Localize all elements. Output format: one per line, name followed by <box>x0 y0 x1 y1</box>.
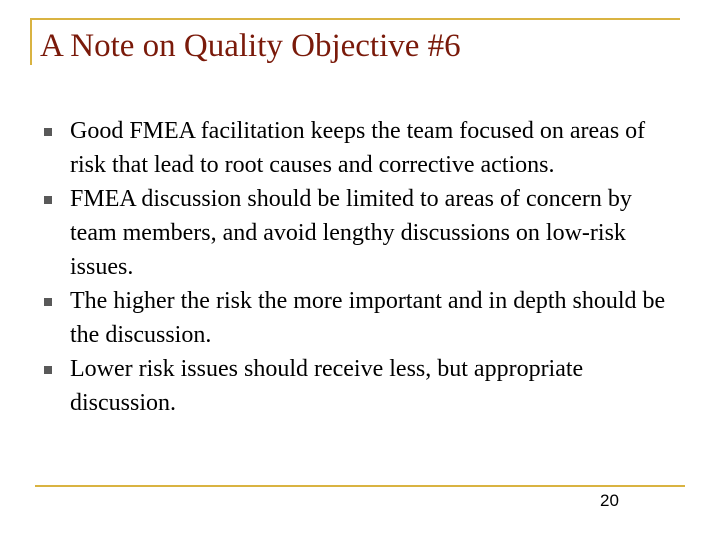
bullet-text: FMEA discussion should be limited to areas of concern by team members, and avoid lengthy discussions on low-risk issues. <box>70 186 632 280</box>
bullet-item <box>44 114 684 182</box>
bullet-item <box>44 284 684 352</box>
page-number: 20 <box>600 491 619 510</box>
bullet-text: Good FMEA facilitation keeps the team focused on areas of risk that lead to root causes and corrective actions. <box>70 118 646 178</box>
top-divider <box>30 18 680 20</box>
bullet-item <box>44 182 684 284</box>
square-bullet-icon <box>44 128 52 136</box>
bullet-item <box>44 352 684 420</box>
bottom-divider <box>35 485 685 487</box>
bullet-list <box>44 114 684 420</box>
square-bullet-icon <box>44 366 52 374</box>
square-bullet-icon <box>44 298 52 306</box>
square-bullet-icon <box>44 196 52 204</box>
bullet-text: The higher the risk the more important and in depth should be the discussion. <box>70 288 666 348</box>
bullet-text: Lower risk issues should receive less, but appropriate discussion. <box>70 356 584 416</box>
slide-title: A Note on Quality Objective #6 <box>40 28 461 64</box>
left-accent-divider <box>30 18 32 65</box>
